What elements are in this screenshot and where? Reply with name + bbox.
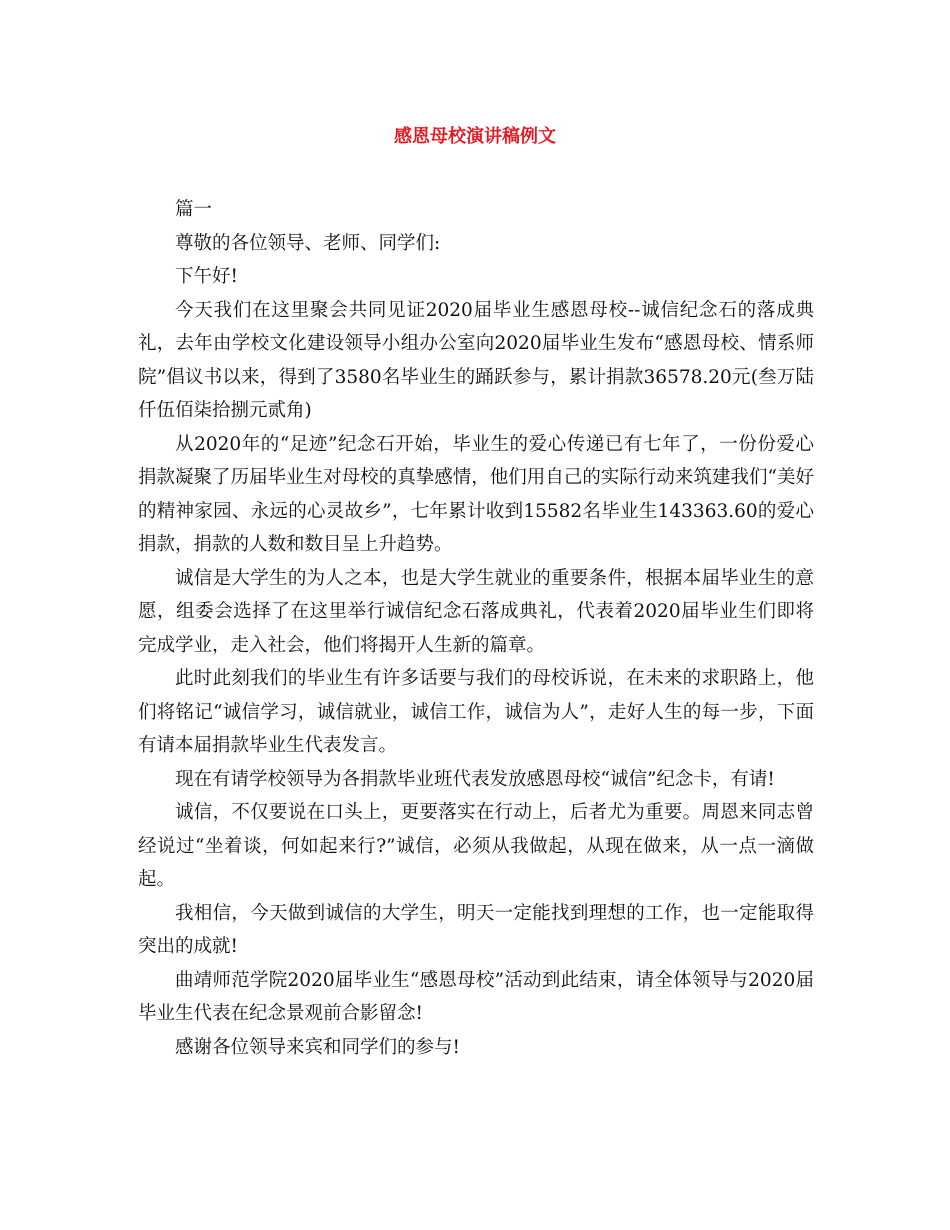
paragraph-section-label: 篇一 [175, 199, 213, 220]
paragraph: 现在有请学校领导为各捐款毕业班代表发放感恩母校“诚信”纪念卡，有请! [175, 768, 775, 790]
paragraph: 诚信是大学生的为人之本，也是大学生就业的重要条件，根据本届毕业生的意愿，组委会选择了在这里举行诚信纪念石落成典礼，代表着2020届毕业生们即将完成学业，走入社会，他们将揭开人生新的篇章。 [138, 567, 814, 656]
paragraph: 我相信，今天做到诚信的大学生，明天一定能找到理想的工作，也一定能取得突出的成就! [138, 902, 814, 957]
document-title: 感恩母校演讲稿例文 [394, 126, 556, 147]
paragraph: 今天我们在这里聚会共同见证2020届毕业生感恩母校--诚信纪念石的落成典礼，去年由学校文化建设领导小组办公室向2020届毕业生发布“感恩母校、情系师院”倡议书以来，得到了3580名毕业生的踊跃参与，累计捐款36578.20元(叁万陆仟伍佰柒拾捌元贰角) [138, 299, 814, 421]
document-body [138, 193, 814, 1064]
paragraph-closing: 感谢各位领导来宾和同学们的参与! [175, 1036, 460, 1058]
paragraph: 此时此刻我们的毕业生有许多话要与我们的母校诉说，在未来的求职路上，他们将铭记“诚信学习，诚信就业，诚信工作，诚信为人”，走好人生的每一步，下面有请本届捐款毕业生代表发言。 [138, 668, 814, 756]
paragraph: 诚信，不仅要说在口头上，更要落实在行动上，后者尤为重要。周恩来同志曾经说过“坐着谈，何如起来行?”诚信，必须从我做起，从现在做来，从一点一滴做起。 [138, 802, 814, 890]
paragraph-greeting: 下午好! [175, 266, 238, 287]
paragraph: 曲靖师范学院2020届毕业生“感恩母校”活动到此结束，请全体领导与2020届毕业生代表在纪念景观前合影留念! [138, 969, 814, 1024]
paragraph-salutation: 尊敬的各位领导、老师、同学们: [175, 232, 441, 254]
paragraph: 从2020年的“足迹”纪念石开始，毕业生的爱心传递已有七年了，一份份爱心捐款凝聚了历届毕业生对母校的真挚感情，他们用自己的实际行动来筑建我们“美好的精神家园、永远的心灵故乡”，七年累计收到15582名毕业生143363.60的爱心捐款，捐款的人数和数目呈上升趋势。 [138, 433, 814, 555]
